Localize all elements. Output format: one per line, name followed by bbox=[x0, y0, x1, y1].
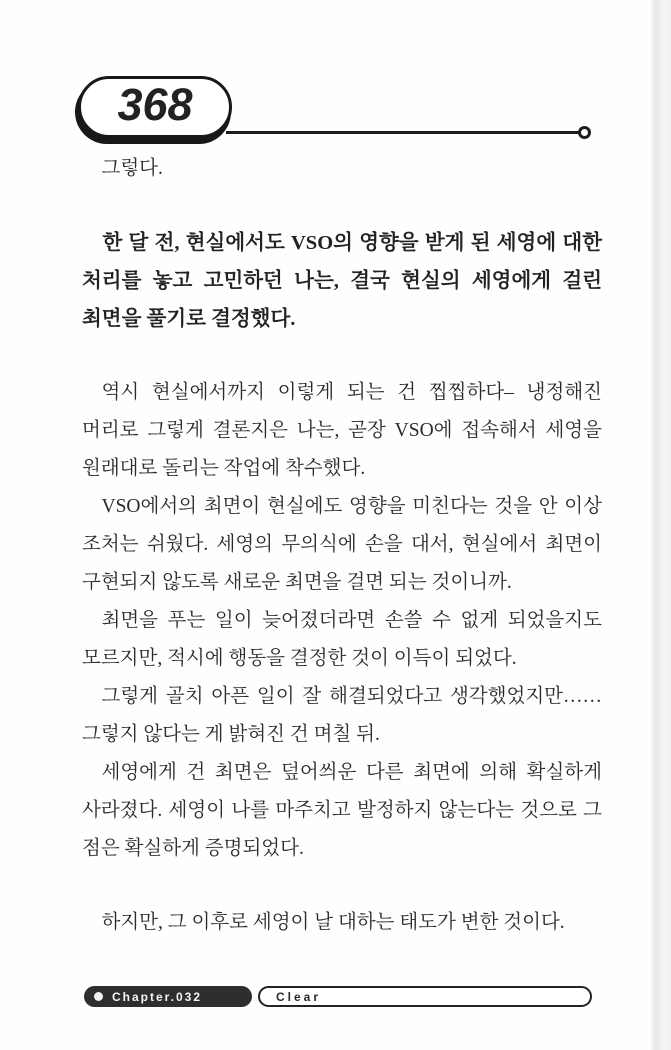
header-rule-end-ring-icon bbox=[578, 126, 591, 139]
header-rule-line bbox=[226, 131, 580, 134]
page-number: 368 bbox=[117, 79, 193, 130]
clear-label: Clear bbox=[276, 989, 322, 1004]
footer-bar bbox=[0, 986, 671, 1010]
page-number-badge bbox=[78, 76, 232, 138]
paragraph: 최면을 푸는 일이 늦어졌더라면 손쓸 수 없게 되었을지도 모르지만, 적시에 행동을 결정한 것이 이득이 되었다. bbox=[82, 610, 602, 669]
bullet-dot-icon bbox=[94, 992, 103, 1001]
chapter-label: Chapter.032 bbox=[112, 989, 203, 1004]
scan-edge-shadow bbox=[649, 0, 671, 1050]
chapter-chip bbox=[84, 986, 252, 1007]
clear-chip bbox=[258, 986, 592, 1007]
paragraph: 역시 현실에서까지 이렇게 되는 건 찝찝하다– 냉정해진 머리로 그렇게 결론지은 나는, 곧장 VSO에 접속해서 세영을 원래대로 돌리는 작업에 착수했다. bbox=[82, 382, 602, 479]
paragraph: VSO에서의 최면이 현실에도 영향을 미친다는 것을 안 이상 조처는 쉬웠다. 세영의 무의식에 손을 대서, 현실에서 최면이 구현되지 않도록 새로운 최면을 걸면 되는 것이니까. bbox=[82, 496, 602, 593]
body-text bbox=[82, 150, 602, 942]
paragraph: 그렇다. bbox=[101, 158, 163, 179]
paragraph: 그렇게 골치 아픈 일이 잘 해결되었다고 생각했었지만…… 그렇지 않다는 게 밝혀진 건 며칠 뒤. bbox=[82, 686, 602, 745]
paragraph: 세영에게 건 최면은 덮어씌운 다른 최면에 의해 확실하게 사라졌다. 세영이 나를 마주치고 발정하지 않는다는 것으로 그 점은 확실하게 증명되었다. bbox=[82, 762, 602, 859]
paragraph: 하지만, 그 이후로 세영이 날 대하는 태도가 변한 것이다. bbox=[101, 912, 565, 933]
paragraph-emphasis: 한 달 전, 현실에서도 VSO의 영향을 받게 된 세영에 대한 처리를 놓고 고민하던 나는, 결국 현실의 세영에게 걸린 최면을 풀기로 결정했다. bbox=[82, 232, 602, 330]
